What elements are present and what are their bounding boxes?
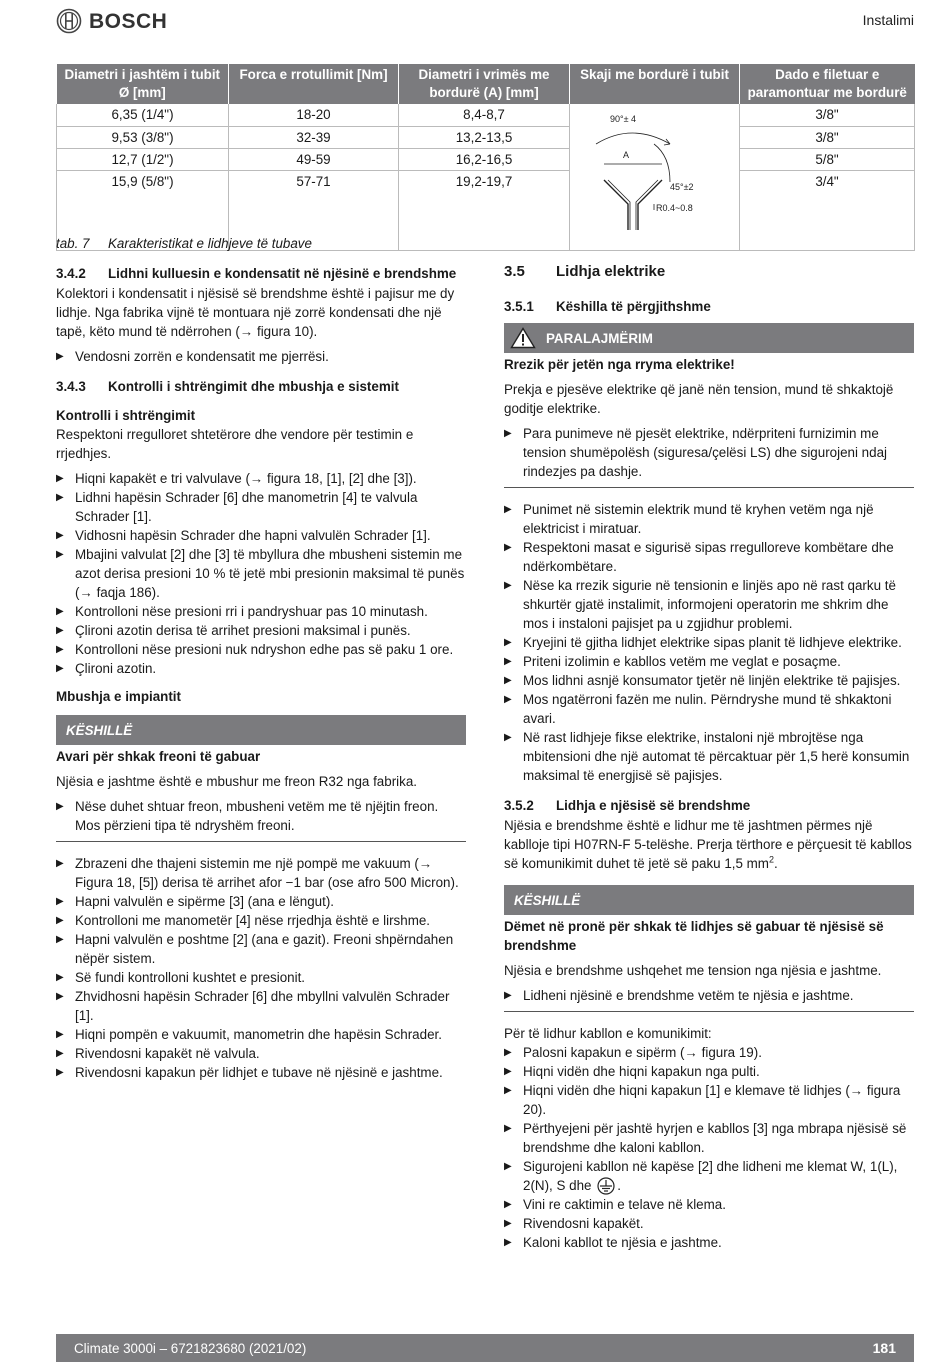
pipe-connection-table — [56, 64, 915, 251]
table-cell: 57-71 — [229, 170, 399, 192]
table-row — [57, 126, 915, 148]
page-number: 181 — [872, 1339, 896, 1356]
list-item: ▶ Mos ngatërroni fazën me nulin. Përndryshe mund të shkaktoni avari. — [504, 692, 892, 726]
table-cell: 3/8" — [740, 104, 915, 126]
list-item: ▶ Vini re caktimin e telave në klema. — [504, 1197, 726, 1213]
table-header: Dado e filetuar e paramontuar me bordurë — [740, 64, 915, 104]
table-cell: 6,35 (1/4") — [57, 104, 229, 126]
table-header: Diametri i vrimës me bordurë (A) [mm] — [399, 64, 570, 104]
list-item: ▶ Hiqni pompën e vakuumit, manometrin dhe hapësin Schrader. — [56, 1027, 442, 1042]
list-item: ▶ Çlironi azotin. — [56, 661, 157, 676]
section-3-4-2-heading: 3.4.2 Lidhni kulluesin e kondensatit në njësinë e brendshme — [56, 266, 457, 281]
ground-icon — [595, 1177, 617, 1195]
table-cell: 16,2-16,5 — [399, 148, 570, 170]
diagram-angle-top: 90°± 4 — [610, 114, 637, 124]
table-header: Skaji me bordurë i tubit — [570, 64, 740, 104]
list-item: ▶ Sigurojeni kabllon në kapëse [2] dhe lidheni me klemat W, 1(L), 2(N), S dhe . — [504, 1157, 914, 1195]
table-row — [57, 170, 915, 192]
diagram-label-a: A — [623, 150, 630, 160]
list-item: ▶ Mbajini valvulat [2] dhe [3] të mbyllura dhe mbusheni sistemin me azot derisa presioni 10 % të jetë mbi presionin maksimal të punës (→ faqja 186). — [56, 547, 465, 600]
table-header: Forca e rrotullimit [Nm] — [229, 64, 399, 104]
list-item: ▶ Hapni valvulën e sipërme [3] (ana e lëngut). — [56, 894, 335, 909]
list-item: ▶ Palosni kapakun e sipërm (→ figura 19). — [504, 1045, 762, 1060]
list-item: ▶ Vendosni zorrën e kondensatit me pjerrësi. — [56, 349, 329, 364]
table-cell: 12,7 (1/2") — [57, 148, 229, 170]
paragraph: Njësia e brendshme është e lidhur me të jashtmen përmes një kablloje tipi H07RN-F 5-telëshe. Prerja tërthore e përçuesit të kabllos së komunikimit duhet të jetë së paku 1,5 $mm^2$. — [504, 818, 912, 871]
list-item: ▶ Përthyejeni për jashtë hyrjen e kabllos [3] nga mbrapa njësisë së brendshme dhe kaloni kabllon. — [504, 1121, 907, 1155]
list-item: ▶ Hiqni vidën dhe hiqni kapakun [1] e klemave të lidhjes (→ figura 20). — [504, 1083, 901, 1117]
list-item: ▶ Kaloni kabllot te njësia e jashtme. — [504, 1235, 722, 1251]
list-item: ▶ Kontrolloni nëse presioni nuk ndryshon edhe pas së paku 1 ore. — [56, 642, 454, 657]
list-item: ▶ Çlironi azotin derisa të arrihet presioni maksimal i punës. — [56, 623, 411, 638]
tip-box-header: KËSHILLË — [504, 885, 914, 915]
paragraph: Njësia e jashtme është e mbushur me freon R32 nga fabrika. — [56, 774, 417, 789]
right-column — [504, 262, 914, 1252]
table-caption: tab. 7 Karakteristikat e lidhjeve të tubave — [56, 236, 312, 251]
section-3-5-heading: 3.5 Lidhja elektrike — [504, 263, 666, 280]
paragraph: Njësia e brendshme ushqehet me tension nga njësia e jashtme. — [504, 963, 882, 978]
diagram-angle-side: 45°±2 — [670, 182, 694, 192]
warning-label: PARALAJMËRIM — [546, 330, 653, 346]
list-item: ▶ Nëse ka rrezik sigurie në tensionin e linjës apo në rast qarku të shkurtër gjatë instalimit, informojeni operatorin me shkrim dhe mos i instaloni pajisjet pa u zgjidhur problemi. — [504, 578, 896, 631]
table-cell: 8,4-8,7 — [399, 104, 570, 126]
list-item: ▶ Para punimeve në pjesët elektrike, ndërpriteni furnizimin me tension shumëpolësh (siguresa/çelësi LS) dhe sigurojeni ndaj rindezjes pa dashje. — [504, 426, 887, 479]
paragraph: Për të lidhur kabllon e komunikimit: — [504, 1026, 712, 1041]
tip-box-header: KËSHILLË — [56, 715, 466, 745]
list-item: ▶ Priteni izolimin e kabllos vetëm me veglat e posaçme. — [504, 654, 841, 669]
paragraph: Kolektori i kondensatit i njësisë së brendshme është i pajisur me dy lidhje. Nga fabrika vijnë të montuara një zorrë kondensati dhe një tapë, këto mund të ndërrohen (→ figura 10). — [56, 286, 455, 339]
tip-title: Avari për shkak freoni të gabuar — [56, 749, 261, 764]
tightness-heading: Kontrolli i shtrëngimit — [56, 408, 196, 423]
list-item: ▶ Në rast lidhjeje fikse elektrike, instaloni një mbrojtëse nga mbitensioni dhe një automat të përcaktuar për 1,5 herë konsumin maksimal të energjisë së pajisjes. — [504, 730, 910, 783]
diagram-radius: R0.4~0.8 — [656, 203, 693, 213]
table-cell: 3/4" — [740, 170, 915, 192]
filling-list — [56, 854, 466, 1082]
cable-list — [504, 1043, 914, 1252]
list-item: ▶ Mos lidhni asnjë konsumator tjetër në linjën elektrike të pajisjes. — [504, 673, 901, 688]
list-item: ▶ Lidhni hapësin Schrader [6] dhe manometrin [4] te valvula Schrader [1]. — [56, 490, 418, 524]
table-cell: 19,2-19,7 — [399, 170, 570, 192]
flare-diagram-cell — [570, 104, 740, 250]
list-item: ▶ Së fundi kontrolloni kushtet e presionit. — [56, 970, 306, 985]
list-item: ▶ Zbrazeni dhe thajeni sistemin me një pompë me vakuum (→ Figura 18, [5]) derisa të arrihet afor −1 bar (ose afro 500 Micron). — [56, 856, 459, 890]
table-cell: 18-20 — [229, 104, 399, 126]
list-item: ▶ Hiqni kapakët e tri valvulave (→ figura 18, [1], [2] dhe [3]). — [56, 471, 417, 486]
list-item: ▶ Lidheni njësinë e brendshme vetëm te njësia e jashtme. — [504, 988, 854, 1003]
list-item: ▶ Respektoni masat e sigurisë sipas rregulloreve kombëtare dhe ndërkombëtare. — [504, 540, 894, 574]
list-item: ▶ Vidhosni hapësin Schrader dhe hapni valvulën Schrader [1]. — [56, 528, 431, 543]
table-row — [57, 104, 915, 126]
warning-box-header — [504, 323, 914, 353]
table-cell: 3/8" — [740, 126, 915, 148]
list-item: ▶ Nëse duhet shtuar freon, mbusheni vetëm me të njëjtin freon. Mos përzieni tipa të ndryshëm freoni. — [56, 799, 439, 833]
paragraph: Respektoni rregulloret shtetërore dhe vendore për testimin e rrjedhjes. — [56, 427, 414, 461]
left-column — [56, 262, 466, 1082]
list-item: ▶ Zhvidhosni hapësin Schrader [6] dhe mbyllni valvulën Schrader [1]. — [56, 989, 450, 1023]
paragraph: Prekja e pjesëve elektrike që janë nën tension, mund të shkaktojë goditje elektrike. — [504, 382, 894, 416]
warning-icon — [510, 327, 536, 349]
brand-name: BOSCH — [89, 9, 168, 33]
table-cell: 9,53 (3/8") — [57, 126, 229, 148]
list-item: ▶ Rivendosni kapakët në valvula. — [56, 1046, 260, 1061]
list-item: ▶ Rivendosni kapakun për lidhjet e tubave në njësinë e jashtme. — [56, 1065, 443, 1080]
table-cell: 49-59 — [229, 148, 399, 170]
section-3-5-1-heading: 3.5.1 Këshilla të përgjithshme — [504, 299, 711, 314]
bosch-logo-icon — [56, 8, 82, 34]
list-item: ▶ Hapni valvulën e poshtme [2] (ana e gazit). Freoni shpërndahen nëpër sistem. — [56, 932, 454, 966]
warning-title: Rrezik për jetën nga rryma elektrike! — [504, 357, 735, 372]
table-cell: 13,2-13,5 — [399, 126, 570, 148]
list-item: ▶ Punimet në sistemin elektrik mund të kryhen vetëm nga një elektricist i miratuar. — [504, 502, 874, 536]
tightness-list — [56, 469, 466, 678]
section-3-5-2-heading: 3.5.2 Lidhja e njësisë së brendshme — [504, 798, 751, 813]
list-item: ▶ Kryejini të gjitha lidhjet elektrike sipas planit të lidhjeve elektrike. — [504, 635, 902, 650]
table-cell: 15,9 (5/8") — [57, 170, 229, 192]
table-row — [57, 148, 915, 170]
tip-title: Dëmet në pronë për shkak të lidhjes së gabuar të njësisë së brendshme — [504, 919, 884, 953]
table-cell: 32-39 — [229, 126, 399, 148]
section-title: Instalimi — [862, 12, 914, 28]
footer-doc-id: Climate 3000i – 6721823680 (2021/02) — [74, 1340, 307, 1356]
list-item: ▶ Kontrolloni nëse presioni rri i pandryshuar pas 10 minutash. — [56, 604, 428, 619]
brand-logo — [56, 8, 167, 34]
page-footer — [56, 1334, 914, 1362]
section-3-4-3-heading: 3.4.3 Kontrolli i shtrëngimit dhe mbushja e sistemit — [56, 379, 399, 394]
general-list — [504, 500, 914, 785]
flare-diagram — [574, 104, 744, 230]
list-item: ▶ Hiqni vidën dhe hiqni kapakun nga pulti. — [504, 1064, 760, 1079]
table-header: Diametri i jashtëm i tubit Ø [mm] — [57, 64, 229, 104]
table-cell: 5/8" — [740, 148, 915, 170]
list-item: ▶ Kontrolloni me manometër [4] nëse rrjedhja është e lirshme. — [56, 913, 431, 928]
list-item: ▶ Rivendosni kapakët. — [504, 1216, 644, 1232]
filling-heading: Mbushja e impiantit — [56, 689, 181, 704]
